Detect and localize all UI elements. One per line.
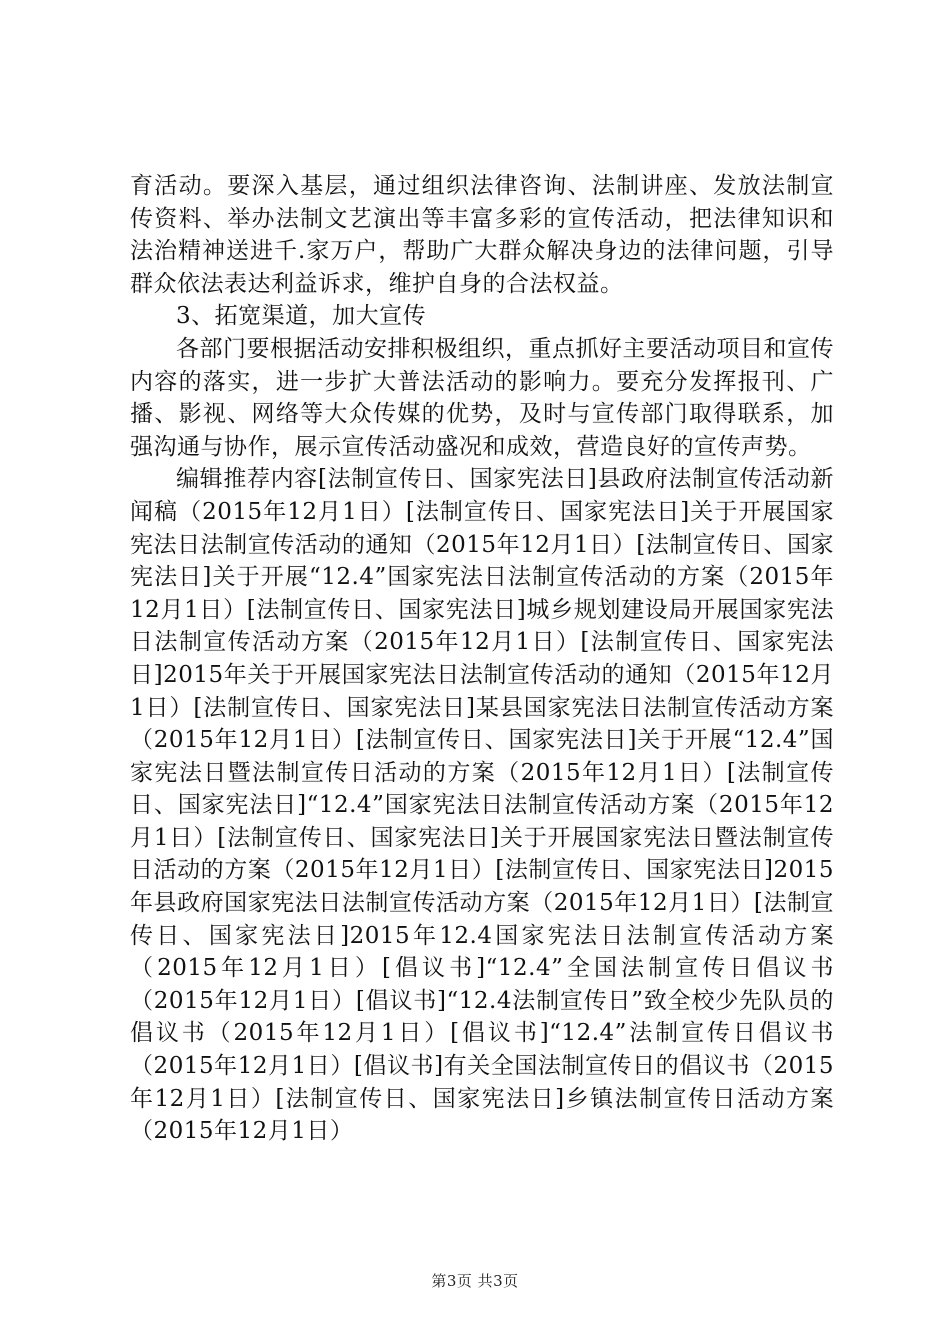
paragraph-recommended-content: 编辑推荐内容[法制宣传日、国家宪法日]县政府法制宣传活动新闻稿（2015年12月1日）[法制宣传日、国家宪法日]关于开展国家宪法日法制宣传活动的通知（2015年12月1日）[法制宣传日、国家宪法日]关于开展“12.4”国家宪法日法制宣传活动的方案（2015年12月1日）[法制宣传日、国家宪法日]城乡规划建设局开展国家宪法日法制宣传活动方案（2015年12月1日）[法制宣传日、国家宪法日]2015年关于开展国家宪法日法制宣传活动的通知（2015年12月1日）[法制宣传日、国家宪法日]某县国家宪法日法制宣传活动方案（2015年12月1日）[法制宣传日、国家宪法日]关于开展“12.4”国家宪法日暨法制宣传日活动的方案（2015年12月1日）[法制宣传日、国家宪法日]“12.4”国家宪法日法制宣传活动方案（2015年12月1日）[法制宣传日、国家宪法日]关于开展国家宪法日暨法制宣传日活动的方案（2015年12月1日）[法制宣传日、国家宪法日]2015年县政府国家宪法日法制宣传活动方案（2015年12月1日）[法制宣传日、国家宪法日]2015年12.4国家宪法日法制宣传活动方案（2015年12月1日）[倡议书]“12.4”全国法制宣传日倡议书（2015年12月1日）[倡议书]“12.4法制宣传日”致全校少先队员的倡议书（2015年12月1日）[倡议书]“12.4”法制宣传日倡议书（2015年12月1日）[倡议书]有关全国法制宣传日的倡议书（2015年12月1日）[法制宣传日、国家宪法日]乡镇法制宣传日活动方案（2015年12月1日）	[130, 466, 834, 1145]
paragraph-continued: 育活动。要深入基层，通过组织法律咨询、法制讲座、发放法制宣传资料、举办法制文艺演出等丰富多彩的宣传活动，把法律知识和法治精神送进千.家万户，帮助广大群众解决身边的法律问题，引导群众依法表达利益诉求，维护自身的合法权益。	[130, 173, 834, 297]
section-heading-3: 3、拓宽渠道，加大宣传	[176, 303, 427, 330]
paragraph-publicity: 各部门要根据活动安排积极组织，重点抓好主要活动项目和宣传内容的落实，进一步扩大普法活动的影响力。要充分发挥报刊、广播、影视、网络等大众传媒的优势，及时与宣传部门取得联系，加强沟通与协作，展示宣传活动盛况和成效，营造良好的宣传声势。	[130, 335, 834, 460]
page-footer: 第3页 共3页	[431, 1272, 519, 1290]
document-body	[130, 170, 834, 1148]
